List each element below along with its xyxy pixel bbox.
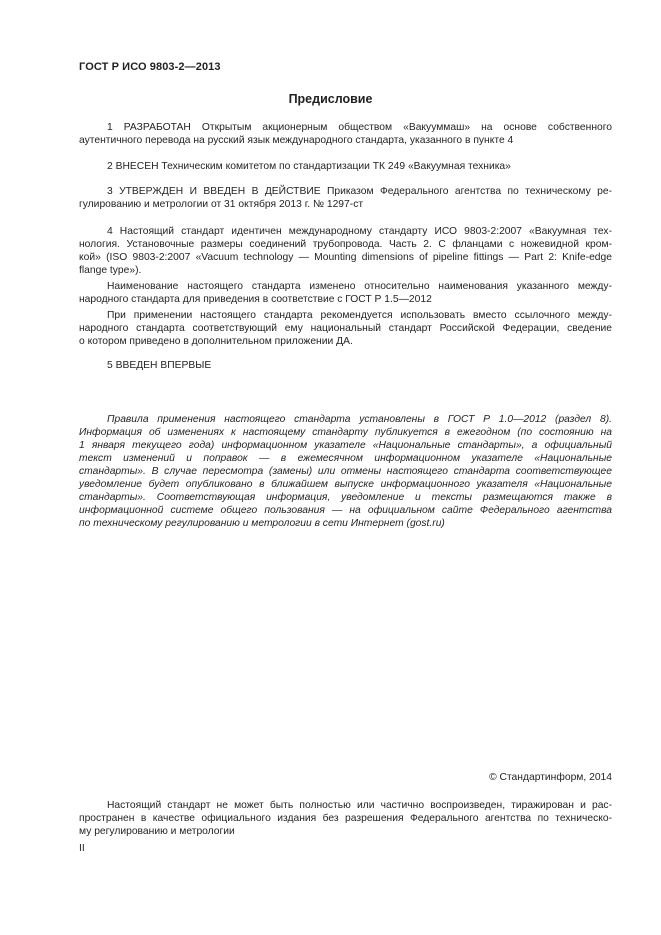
paragraph-2: 2 ВНЕСЕН Техническим комитетом по стандартизации ТК 249 «Вакуумная техника» xyxy=(107,161,511,172)
notice-line-7: стандарты». Соответствующая информация, уведомление и тексты размещаются также в xyxy=(79,492,612,503)
paragraph-1-line-1: 1 РАЗРАБОТАН Открытым акционерным обществом «Вакууммаш» на основе собственного xyxy=(107,122,612,133)
copyright: © Стандартинформ, 2014 xyxy=(489,772,612,783)
notice-line-8: информационной системе общего пользования — на официальном сайте Федерального агентства xyxy=(79,505,612,516)
rights-line-3: му регулированию и метрологии xyxy=(79,826,235,837)
paragraph-4b-line-1: Наименование настоящего стандарта изменено относительно наименования указанного между- xyxy=(107,281,612,292)
paragraph-4-line-2: нология. Установочные размеры соединений трубопровода. Часть 2. С фланцами с ножевидной кром- xyxy=(79,239,612,250)
paragraph-4c-line-2: народного стандарта соответствующий ему национальный стандарт Российской Федерации, сведение xyxy=(79,323,612,334)
paragraph-5: 5 ВВЕДЕН ВПЕРВЫЕ xyxy=(107,360,212,371)
notice-line-6: уведомление будет опубликовано в ближайшем выпуске информационного указателя «Национальные xyxy=(79,479,612,490)
notice-line-1: Правила применения настоящего стандарта установлены в ГОСТ Р 1.0—2012 (раздел 8). xyxy=(107,414,612,425)
paragraph-1-line-2: аутентичного перевода на русский язык международного стандарта, указанного в пункте 4 xyxy=(79,135,514,146)
document-code: ГОСТ Р ИСО 9803-2—2013 xyxy=(79,61,221,73)
paragraph-3-line-1: 3 УТВЕРЖДЕН И ВВЕДЕН В ДЕЙСТВИЕ Приказом Федерального агентства по техническому ре- xyxy=(107,186,612,197)
page-number: II xyxy=(79,843,85,854)
paragraph-4-line-4: flange type»). xyxy=(79,265,142,276)
notice-line-9: по техническому регулированию и метрологии в сети Интернет (gost.ru) xyxy=(79,518,445,529)
paragraph-4-line-1: 4 Настоящий стандарт идентичен международному стандарту ИСО 9803-2:2007 «Вакуумная тех- xyxy=(107,226,612,237)
paragraph-4c-line-1: При применении настоящего стандарта рекомендуется использовать вместо ссылочного между- xyxy=(107,310,612,321)
paragraph-3-line-2: гулированию и метрологии от 31 октября 2013 г. № 1297-ст xyxy=(79,199,364,210)
notice-line-3: 1 января текущего года) информационном указателе «Национальные стандарты», а официальный xyxy=(79,440,612,451)
notice-line-2: Информация об изменениях к настоящему стандарту публикуется в ежегодном (по состоянию на xyxy=(79,427,612,438)
notice-line-4: текст изменений и поправок — в ежемесячном информационном указателе «Национальные xyxy=(79,453,612,464)
paragraph-4c-line-3: о котором приведено в дополнительном приложении ДА. xyxy=(79,336,353,347)
notice-line-5: стандарты». В случае пересмотра (замены) или отмены настоящего стандарта соответствующее xyxy=(79,466,612,477)
paragraph-4-line-3: кой» (ISO 9803-2:2007 «Vacuum technology — Mounting dimensions of pipeline fittings — Part 2: Knife-edge xyxy=(79,252,612,263)
page-title: Предисловие xyxy=(288,92,373,106)
rights-line-1: Настоящий стандарт не может быть полностью или частично воспроизведен, тиражирован и рас- xyxy=(107,800,612,811)
rights-line-2: пространен в качестве официального издания без разрешения Федерального агентства по техническо- xyxy=(79,813,612,824)
paragraph-4b-line-2: народного стандарта для приведения в соответствие с ГОСТ Р 1.5—2012 xyxy=(79,294,432,305)
